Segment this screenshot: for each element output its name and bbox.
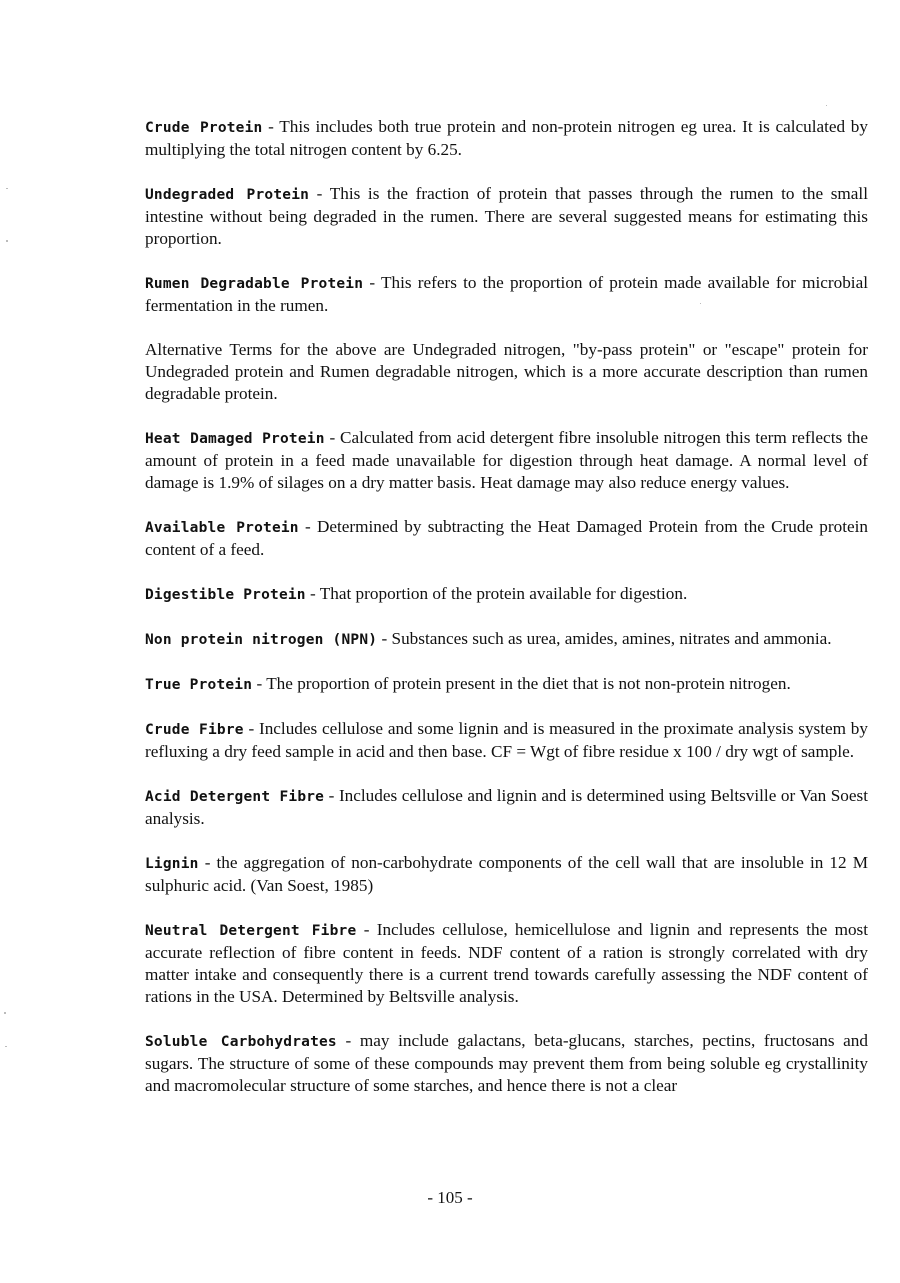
definition-text: Substances such as urea, amides, amines, nitrates and ammonia.	[391, 629, 832, 648]
term-separator: -	[336, 1031, 360, 1050]
page-number: - 105 -	[427, 1188, 473, 1207]
definition-text: may include galactans, beta-glucans, starches, pectins, fructosans and sugars. The structure of some of these compounds may prevent them from being soluble eg crystallinity and macromolecular structure of some starches, and hence there is not a clear	[145, 1031, 868, 1095]
term-separator: -	[324, 428, 340, 447]
entry-neutral-detergent-fibre	[145, 919, 868, 1008]
term-separator: -	[309, 184, 330, 203]
term-separator: -	[324, 786, 339, 805]
term-separator: -	[252, 674, 267, 693]
term-label: Soluble Carbohydrates	[145, 1034, 337, 1050]
entry-soluble-carbohydrates	[145, 1030, 868, 1097]
term-separator: -	[363, 273, 382, 292]
entry-available-protein	[145, 516, 868, 561]
term-label: Available Protein	[145, 520, 299, 536]
entry-crude-fibre	[145, 718, 868, 763]
term-label: Digestible Protein	[145, 587, 306, 603]
definition-text: This includes both true protein and non-protein nitrogen eg urea. It is calculated by multiplying the total nitrogen content by 6.25.	[145, 117, 868, 159]
term-label: Non protein nitrogen (NPN)	[145, 632, 378, 648]
term-label: Crude Fibre	[145, 722, 244, 738]
glossary-content	[145, 116, 868, 1097]
term-label: Lignin	[145, 856, 199, 872]
scan-speck	[826, 105, 827, 106]
definition-text: Includes cellulose, hemicellulose and lignin and represents the most accurate reflection of fibre content in feeds. NDF content of a ration is strongly correlated with dry matter intake and consequently there is a current trend towards carefully assessing the NDF content of rations in the USA. Determined by Beltsville analysis.	[145, 920, 868, 1006]
scan-speck	[6, 240, 8, 242]
entry-alternative-terms	[145, 339, 868, 405]
definition-text: The proportion of protein present in the diet that is not non-protein nitrogen.	[266, 674, 791, 693]
term-separator: -	[298, 517, 317, 536]
term-label: Undegraded Protein	[145, 187, 310, 203]
entry-heat-damaged-protein	[145, 427, 868, 494]
definition-text: This is the fraction of protein that passes through the rumen to the small intestine without being degraded in the rumen. There are several suggested means for estimating this proportion.	[145, 184, 868, 248]
term-separator: -	[305, 584, 320, 603]
term-label: Acid Detergent Fibre	[145, 789, 325, 805]
term-label: Crude Protein	[145, 120, 263, 136]
entry-rumen-degradable-protein	[145, 272, 868, 317]
scan-speck	[4, 1012, 6, 1014]
term-label: Rumen Degradable Protein	[145, 276, 364, 292]
definition-text: the aggregation of non-carbohydrate components of the cell wall that are insoluble in 12 M sulphuric acid. (Van Soest, 1985)	[145, 853, 868, 895]
definition-text: This refers to the proportion of protein made available for microbial fermentation in the rumen.	[145, 273, 868, 315]
term-separator: -	[377, 629, 392, 648]
entry-acid-detergent-fibre	[145, 785, 868, 830]
definition-text: Calculated from acid detergent fibre insoluble nitrogen this term reflects the amount of protein in a feed made unavailable for digestion through heat damage. A normal level of damage is 1.9% of silages on a dry matter basis. Heat damage may also reduce energy values.	[145, 428, 868, 492]
scan-speck	[6, 188, 8, 189]
term-separator: -	[356, 920, 377, 939]
term-separator: -	[262, 117, 280, 136]
definition-text: That proportion of the protein available for digestion.	[319, 584, 688, 603]
term-label: Heat Damaged Protein	[145, 431, 325, 447]
entry-lignin	[145, 852, 868, 897]
term-label: True Protein	[145, 677, 253, 693]
scan-speck	[5, 1046, 7, 1047]
entry-undegraded-protein	[145, 183, 868, 250]
definition-text: Includes cellulose and lignin and is determined using Beltsville or Van Soest analysis.	[145, 786, 868, 828]
entry-true-protein	[145, 673, 868, 696]
definition-text: Alternative Terms for the above are Undegraded nitrogen, "by-pass protein" or "escape" protein for Undegraded protein and Rumen degradable nitrogen, which is a more accurate description than rumen degradable protein.	[145, 340, 868, 403]
entry-non-protein-nitrogen	[145, 628, 868, 651]
term-separator: -	[198, 853, 217, 872]
entry-digestible-protein	[145, 583, 868, 606]
term-separator: -	[243, 719, 259, 738]
term-label: Neutral Detergent Fibre	[145, 923, 357, 939]
definition-text: Includes cellulose and some lignin and is measured in the proximate analysis system by refluxing a dry feed sample in acid and then base. CF = Wgt of fibre residue x 100 / dry wgt of sample.	[145, 719, 868, 761]
entry-crude-protein	[145, 116, 868, 161]
definition-text: Determined by subtracting the Heat Damaged Protein from the Crude protein content of a feed.	[145, 517, 868, 559]
